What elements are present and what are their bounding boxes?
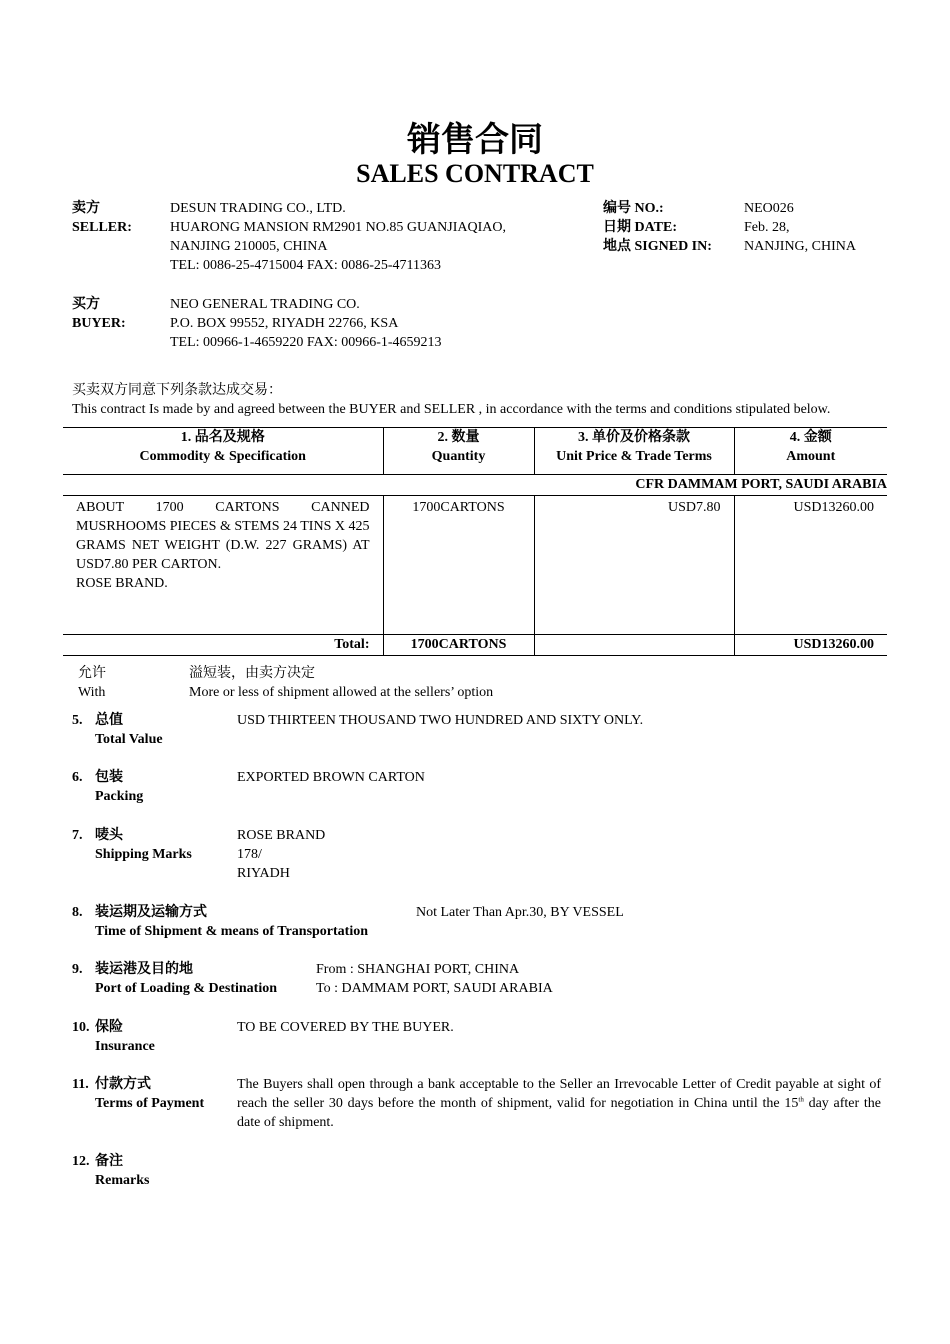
clause-10-label-en: Insurance [95, 1039, 155, 1054]
quantity-cell: 1700CARTONS [383, 496, 534, 635]
clause-6-label-cn: 包装 [95, 770, 123, 785]
packing-text: EXPORTED BROWN CARTON [237, 770, 425, 785]
total-quantity: 1700CARTONS [383, 635, 534, 656]
seller-tel-fax: TEL: 0086-25-4715004 FAX: 0086-25-4711363 [170, 258, 442, 273]
header-amount [734, 428, 887, 475]
contract-meta-values [744, 199, 856, 256]
header-commodity [63, 428, 383, 475]
commodity-description: ABOUT 1700 CARTONS CANNED MUSRHOOMS PIECES & STEMS 24 TINS X 425 GRAMS NET WEIGHT (D.W. 227 GRAMS) AT USD7.80 PER CARTON. [76, 500, 370, 572]
buyer-tel-fax: TEL: 00966-1-4659220 FAX: 00966-1-4659213 [170, 335, 442, 350]
tolerance-text-cn: 溢短装，由卖方决定 [189, 666, 315, 681]
goods-table-header [63, 428, 887, 475]
clause-11-label [95, 1075, 204, 1113]
payment-terms-superscript: th [798, 1095, 804, 1104]
total-row [63, 635, 887, 656]
title-chinese: 销售合同 [407, 120, 543, 160]
payment-terms-end: day after the date of shipment. [237, 1096, 882, 1130]
clause-6-number: 6. [72, 770, 83, 785]
trade-term: CFR DAMMAM PORT, SAUDI ARABIA [63, 475, 887, 496]
port-text [316, 960, 553, 998]
contract-date-value: Feb. 28, [744, 220, 790, 235]
clause-12-label-en: Remarks [95, 1173, 150, 1188]
header-commodity-en: Commodity & Specification [139, 449, 306, 464]
header-quantity-cn: 2. 数量 [437, 430, 480, 445]
agreement-statement [72, 381, 830, 419]
tolerance-label [78, 664, 106, 702]
tolerance-text [189, 664, 493, 702]
clause-5-label [95, 711, 163, 749]
contract-no-label: 编号 NO.: [603, 201, 664, 216]
seller-label-en: SELLER: [72, 220, 132, 235]
buyer-name: NEO GENERAL TRADING CO. [170, 297, 360, 312]
tolerance-label-cn: 允许 [78, 666, 106, 681]
clause-11-label-en: Terms of Payment [95, 1096, 205, 1111]
table-row [63, 496, 887, 635]
clause-6-label-en: Packing [95, 789, 144, 804]
clause-8-number: 8. [72, 905, 83, 920]
total-amount: USD13260.00 [734, 635, 887, 656]
header-unit-price-en: Unit Price & Trade Terms [556, 449, 712, 464]
shipping-mark-line1: ROSE BRAND [237, 828, 326, 843]
contract-no-value: NEO026 [744, 201, 794, 216]
clause-12-number: 12. [72, 1154, 90, 1169]
header-quantity [383, 428, 534, 475]
buyer-label-en: BUYER: [72, 316, 126, 331]
clause-10-label [95, 1018, 155, 1056]
commodity-brand: ROSE BRAND. [76, 576, 168, 591]
contract-meta-labels [603, 199, 712, 256]
payment-terms-main: The Buyers shall open through a bank acceptable to the Seller an Irrevocable Letter of Credit payable at sight of reach the seller 30 days before the month of shipment, valid for negotiation in China until the 15 [237, 1077, 881, 1111]
buyer-label [72, 295, 126, 333]
trade-term-row [63, 475, 887, 496]
clause-7-label-en: Shipping Marks [95, 847, 192, 862]
clause-7-label-cn: 唛头 [95, 828, 123, 843]
port-of-destination: To : DAMMAM PORT, SAUDI ARABIA [316, 981, 553, 996]
clause-7-label [95, 826, 192, 864]
clause-11-number: 11. [72, 1077, 89, 1092]
seller-label [72, 199, 132, 237]
header-amount-en: Amount [786, 449, 836, 464]
seller-details [170, 199, 506, 275]
buyer-details [170, 295, 442, 352]
clause-8-label [95, 903, 368, 941]
shipping-mark-line2: 178/ [237, 847, 262, 862]
payment-terms-text [237, 1075, 881, 1132]
seller-name: DESUN TRADING CO., LTD. [170, 201, 346, 216]
clause-12-label-cn: 备注 [95, 1154, 123, 1169]
header-quantity-en: Quantity [431, 449, 486, 464]
agreement-cn: 买卖双方同意下列条款达成交易： [72, 383, 282, 398]
clause-8-label-cn: 装运期及运输方式 [95, 905, 207, 920]
signed-in-value: NANJING, CHINA [744, 239, 856, 254]
clause-5-label-cn: 总值 [95, 713, 123, 728]
header-unit-price-cn: 3. 单价及价格条款 [578, 430, 690, 445]
seller-label-cn: 卖方 [72, 201, 100, 216]
shipping-mark-line3: RIYADH [237, 866, 290, 881]
agreement-en: This contract Is made by and agreed between the BUYER and SELLER , in accordance with the terms and conditions stipulated below. [72, 402, 831, 417]
total-label: Total: [63, 635, 383, 656]
clause-9-label [95, 960, 277, 998]
clause-9-number: 9. [72, 962, 83, 977]
clause-10-number: 10. [72, 1020, 90, 1035]
shipping-marks-text [237, 826, 325, 883]
header-commodity-cn: 1. 品名及规格 [180, 430, 265, 445]
seller-address-line2: NANJING 210005, CHINA [170, 239, 328, 254]
clause-11-label-cn: 付款方式 [95, 1077, 151, 1092]
tolerance-label-en: With [78, 685, 106, 700]
header-unit-price [534, 428, 734, 475]
clause-9-label-en: Port of Loading & Destination [95, 981, 277, 996]
clause-5-number: 5. [72, 713, 83, 728]
unit-price-cell: USD7.80 [534, 496, 734, 635]
contract-date-label: 日期 DATE: [603, 220, 678, 235]
signed-in-label: 地点 SIGNED IN: [603, 239, 712, 254]
tolerance-text-en: More or less of shipment allowed at the sellers’ option [189, 685, 494, 700]
commodity-cell [63, 496, 383, 635]
buyer-label-cn: 买方 [72, 297, 100, 312]
seller-address-line1: HUARONG MANSION RM2901 NO.85 GUANJIAQIAO, [170, 220, 506, 235]
clause-8-label-en: Time of Shipment & means of Transportation [95, 924, 369, 939]
clause-12-label [95, 1152, 149, 1190]
clause-7-number: 7. [72, 828, 83, 843]
clause-9-label-cn: 装运港及目的地 [95, 962, 193, 977]
total-value-text: USD THIRTEEN THOUSAND TWO HUNDRED AND SIXTY ONLY. [237, 713, 644, 728]
total-unit-price-empty [534, 635, 734, 656]
goods-table [63, 427, 887, 656]
clause-5-label-en: Total Value [95, 732, 163, 747]
amount-cell: USD13260.00 [734, 496, 887, 635]
port-of-loading: From : SHANGHAI PORT, CHINA [316, 962, 520, 977]
shipment-time-text: Not Later Than Apr.30, BY VESSEL [416, 905, 624, 920]
title-english: SALES CONTRACT [356, 159, 594, 188]
clause-10-label-cn: 保险 [95, 1020, 123, 1035]
header-amount-cn: 4. 金额 [789, 430, 832, 445]
insurance-text: TO BE COVERED BY THE BUYER. [237, 1020, 454, 1035]
clause-6-label [95, 768, 143, 806]
buyer-address: P.O. BOX 99552, RIYADH 22766, KSA [170, 316, 399, 331]
